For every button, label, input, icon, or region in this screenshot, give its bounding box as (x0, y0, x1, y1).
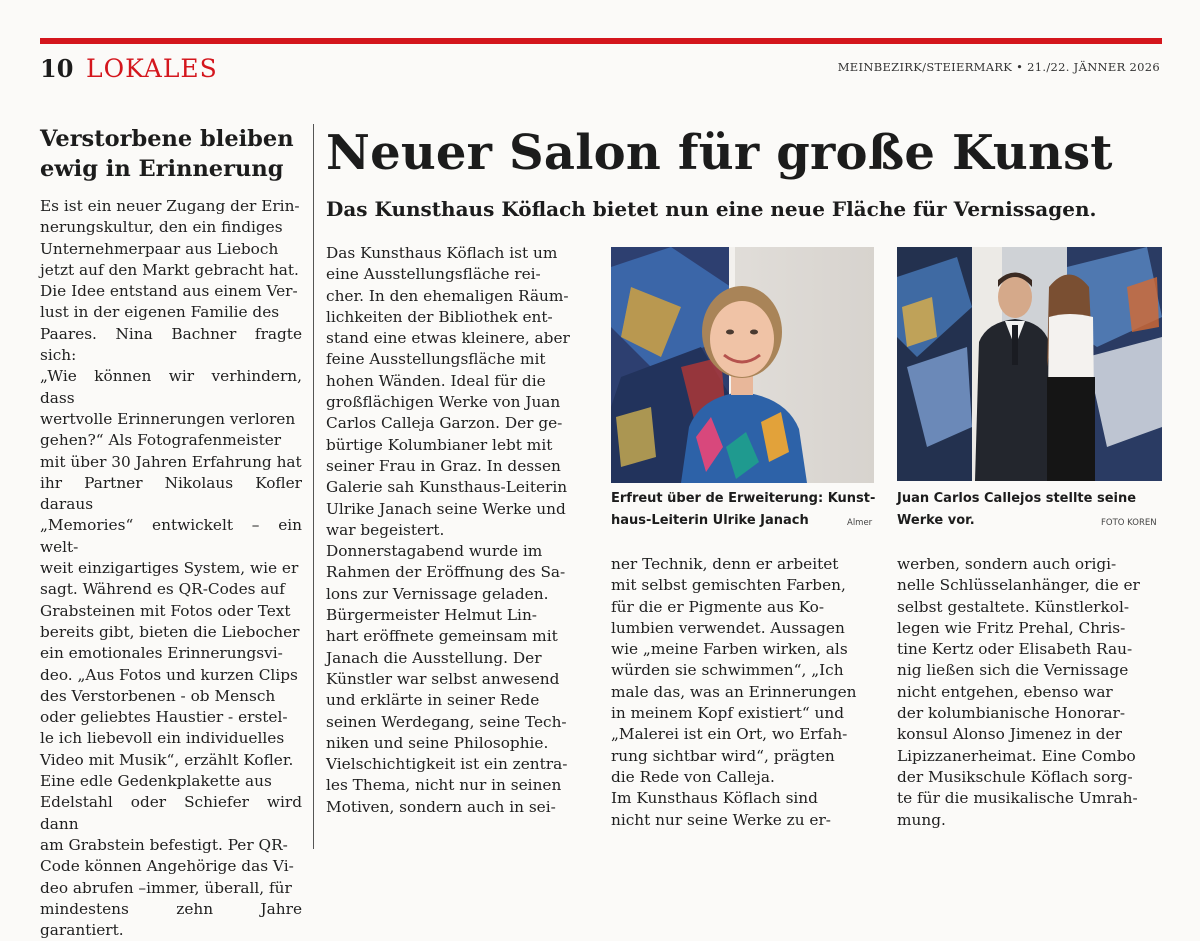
couple-image (897, 247, 1162, 481)
publication-dateline: MEINBEZIRK/STEIERMARK • 21./22. JÄNNER 2026 (837, 60, 1160, 74)
portrait-image (611, 247, 874, 483)
main-headline: Neuer Salon für große Kunst (326, 125, 1113, 181)
sidebar-article-body: Es ist ein neuer Zugang der Erin- nerungskultur, den ein findiges Unternehmerpaar aus Lieboch jetzt auf den Markt gebracht hat. Die Idee entstand aus einem Ver- lust in der eigenen Familie des Paares. Nina Bachner fragte sich: „Wie können wir verhindern, dass wertvolle Erinnerungen verloren gehen?“ Als Fotografenmeister mit über 30 Jahren Erfahrung hat ihr Partner Nikolaus Kofler daraus „Memories“ entwickelt – ein welt- weit einzigartiges System, wie er sagt. Während es QR-Codes auf Grabsteinen mit Fotos oder Text bereits gibt, bieten die Liebocher ein emotionales Erinnerungsvi- deo. „Aus Fotos und kurzen Clips des Verstorbenen - ob Mensch oder geliebtes Haustier - erstel- le ich liebevoll ein individuelles Video mit Musik“, erzählt Kofler. Eine edle Gedenkplakette aus Edelstahl oder Schiefer wird dann am Grabstein befestigt. Per QR- Code können Angehörige das Vi- deo abrufen –immer, überall, für mindestens zehn Jahre garantiert. (40, 197, 302, 940)
main-subheadline: Das Kunsthaus Köflach bietet nun eine neue Fläche für Vernissagen. (326, 197, 1097, 221)
photo-ulrike-janach (611, 247, 874, 483)
photo2-credit: FOTO KOREN (1101, 518, 1157, 528)
photo1-credit: Almer (847, 518, 873, 528)
photo-juan-carlos-calleja (897, 247, 1162, 481)
photo1-caption: Erfreut über de Erweiterung: Kunst- haus-Leiterin Ulrike Janach (611, 491, 876, 528)
section-title: LOKALES (86, 54, 218, 83)
photo2-caption: Juan Carlos Callejos stellte seine Werke vor. (897, 491, 1137, 528)
article-column-2: ner Technik, denn er arbeitet mit selbst gemischten Farben, für die er Pigmente aus Ko- lumbien verwendet. Aussagen wie „meine Farben wirken, als würden sie schwimmen“, „Ich male das, was an Erinnerungen in meinem Kopf existiert“ und „Malerei ist ein Ort, wo Erfah- rung sichtbar wird“, prägten die Rede von Calleja. Im Kunsthaus Köflach sind nicht nur seine Werke zu er- (611, 555, 857, 829)
column-divider (313, 124, 314, 849)
sidebar-article-title: Verstorbene bleiben ewig in Erinnerung (40, 126, 294, 182)
page-number: 10 (40, 54, 74, 83)
article-column-1: Das Kunsthaus Köflach ist um eine Ausstellungsfläche rei- cher. In den ehemaligen Räum- lichkeiten der Bibliothek ent- stand eine etwas kleinere, aber feine Ausstellungsfläche mit hohen Wänden. Ideal für die großflächigen Werke von Juan Carlos Calleja Garzon. Der ge- bürtige Kolumbianer lebt mit seiner Frau in Graz. In dessen Galerie sah Kunsthaus-Leiterin Ulrike Janach seine Werke und war begeistert. Donnerstagabend wurde im Rahmen der Eröffnung des Sa- lons zur Vernissage geladen. Bürgermeister Helmut Lin- hart eröffnete gemeinsam mit Janach die Ausstellung. Der Künstler war selbst anwesend und erklärte in seiner Rede seinen Werdegang, seine Tech- niken und seine Philosophie. Vielschichtigkeit ist ein zentra- les Thema, nicht nur in seinen Motiven, sondern auch in sei- (326, 244, 570, 816)
article-column-3: werben, sondern auch origi- nelle Schlüsselanhänger, die er selbst gestaltete. Künstlerkol- legen wie Fritz Prehal, Chris- tine Kertz oder Elisabeth Rau- nig ließen sich die Vernissage nicht entgehen, ebenso war der kolumbianische Honorar- konsul Alonso Jimenez in der Lipizzanerheimat. Eine Combo der Musikschule Köflach sorg- te für die musikalische Umrah- mung. (897, 555, 1140, 829)
header-rule (40, 38, 1162, 44)
